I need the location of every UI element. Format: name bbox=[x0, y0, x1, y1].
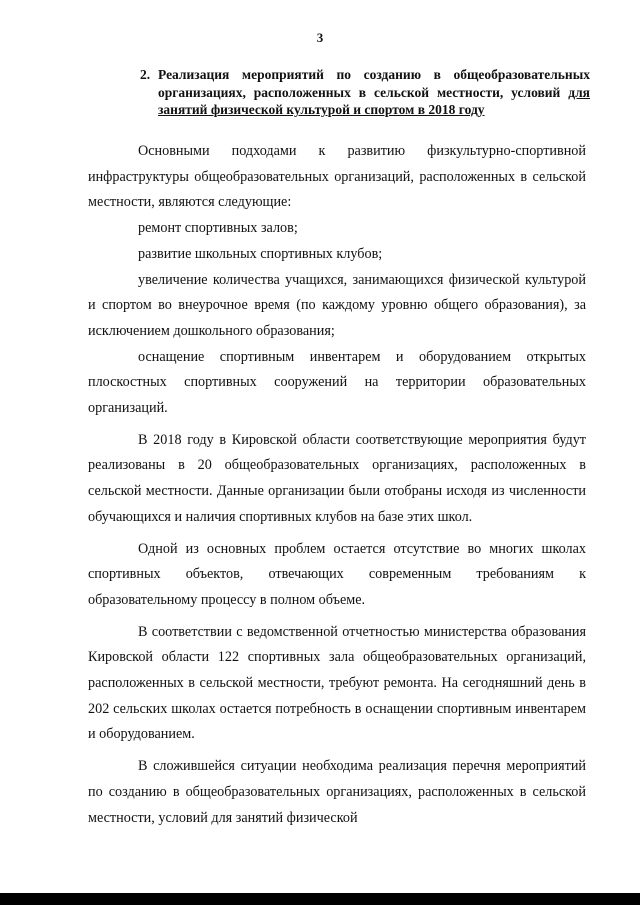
paragraph-approaches: Основными подходами к развитию физкультурно-спортивной инфраструктуры общеобразовательных организаций, расположенных в сельской местности, являются следующие: bbox=[88, 143, 586, 211]
list-item-equipment: оснащение спортивным инвентарем и оборудованием открытых плоскостных спортивных сооружений на территории образовательных организаций. bbox=[88, 348, 586, 417]
paragraph-conclusion: В сложившейся ситуации необходима реализация перечня мероприятий по созданию в общеобразовательных организациях, расположенных в сельской местности, условий для занятий физической bbox=[88, 758, 586, 826]
document-body bbox=[88, 139, 586, 831]
list-item-student-increase: увеличение количества учащихся, занимающихся физической культурой и спортом во внеурочное время (по каждому уровню общего образования), за исключением дошкольного образования; bbox=[88, 271, 586, 339]
list-item-gym-repair: ремонт спортивных залов; bbox=[138, 220, 298, 237]
paragraph-2018-plan: В 2018 году в Кировской области соответствующие мероприятия будут реализованы в 20 общеобразовательных организациях, расположенных в сельской местности. Данные организации были отобраны исходя из численности обучающихся и наличия спортивных клубов на базе этих школ. bbox=[88, 431, 586, 525]
section-heading bbox=[140, 66, 590, 119]
list-item-school-clubs: развитие школьных спортивных клубов; bbox=[138, 245, 383, 262]
section-title-line1: Реализация мероприятий по созданию в общеобразовательных организациях, расположенных в сельской местности, условий bbox=[158, 67, 590, 100]
scan-edge-bar bbox=[0, 893, 640, 905]
paragraph-main-problem: Одной из основных проблем остается отсутствие во многих школах спортивных объектов, отвечающих современным требованиям к образовательному процессу в полном объеме. bbox=[88, 540, 586, 608]
section-title-line2: для занятий физической культурой и спортом в 2018 году bbox=[158, 84, 590, 117]
section-number: 2. bbox=[140, 67, 151, 82]
paragraph-statistics: В соответствии с ведомственной отчетностью министерства образования Кировской области 122 спортивных зала общеобразовательных организаций, расположенных в сельской местности, требуют ремонта. На сегодняшний день в 202 сельских школах остается потребность в оснащении спортивным инвентарем и оборудованием. bbox=[88, 623, 586, 743]
section-title bbox=[140, 66, 590, 119]
page-number: 3 bbox=[316, 30, 324, 45]
